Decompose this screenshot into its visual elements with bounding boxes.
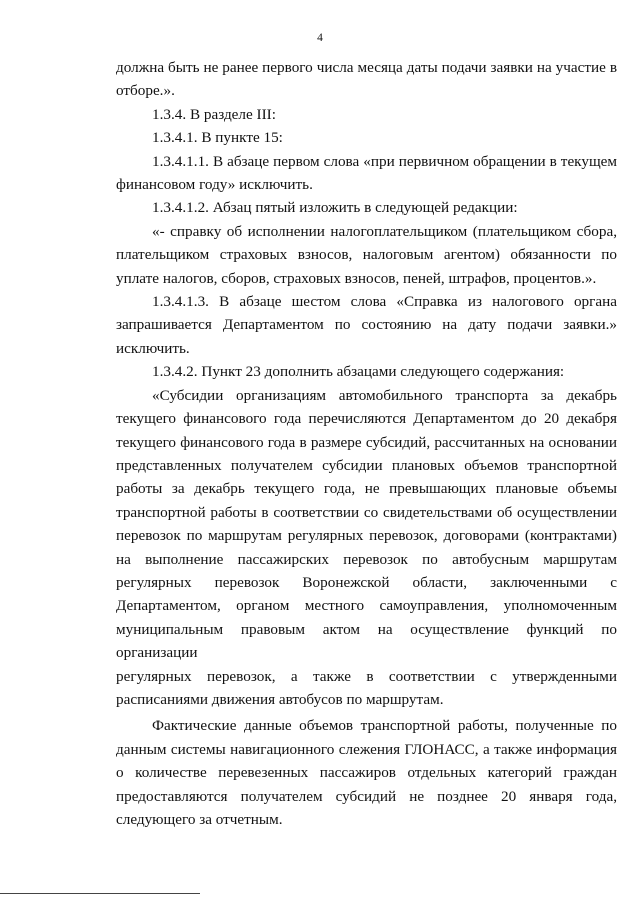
paragraph [116, 196, 617, 219]
paragraph [116, 384, 617, 712]
text-line: перевозок по маршрутам регулярных перевозок, договорами (контрактами) [116, 527, 617, 545]
text-line: данным системы навигационного слежения ГЛОНАСС, а также информация [116, 740, 617, 758]
text-line: транспортной работы в соответствии со свидетельствами об осуществлении [116, 503, 617, 521]
text-line: текущего финансового года перечисляются Департаментом до 20 декабря [116, 410, 617, 428]
text-line: текущего финансового года в размере субсидий, рассчитанных на основании [116, 433, 617, 451]
text-line: должна быть не ранее первого числа месяца даты подачи заявки на участие в [116, 59, 617, 76]
text-line: плательщиком страховых взносов, налоговым агентом) обязанности по [116, 246, 617, 264]
text-line: представленных получателем субсидии плановых объемов транспортной [116, 456, 617, 474]
text-line: о количестве перевезенных пассажиров отдельных категорий граждан [116, 764, 617, 782]
text-line: 1.3.4.1.1. В абзаце первом слова «при первичном обращении в текущем [152, 152, 617, 170]
paragraph [116, 290, 617, 360]
paragraph [116, 126, 617, 149]
text-line: 1.3.4.1.2. Абзац пятый изложить в следующей редакции: [152, 199, 518, 217]
text-line: 1.3.4.1.3. В абзаце шестом слова «Справка из налогового органа [152, 293, 617, 311]
text-line: муниципальным правовым актом на осуществление функций по организации [116, 620, 617, 662]
text-line: следующего за отчетным. [116, 811, 283, 828]
text-line: 1.3.4.1. В пункте 15: [152, 129, 283, 147]
text-line: 1.3.4.2. Пункт 23 дополнить абзацами следующего содержания: [152, 363, 565, 381]
text-line: отборе.». [116, 82, 175, 100]
text-line: «Субсидии организациям автомобильного транспорта за декабрь [152, 386, 617, 404]
text-line: работы за декабрь текущего года, не превышающих плановые объемы [116, 480, 617, 498]
text-line: расписаниями движения автобусов по маршрутам. [116, 690, 444, 708]
text-line: финансовом году» исключить. [116, 176, 313, 194]
text-line: «- справку об исполнении налогоплательщиком (плательщиком сбора, [152, 222, 617, 240]
text-line: регулярных перевозок, а также в соответствии с утвержденными [116, 667, 617, 685]
text-line: предоставляются получателем субсидий не позднее 20 января года, [116, 787, 617, 805]
footer-divider [0, 893, 200, 894]
paragraph [116, 103, 617, 126]
text-line: Департаментом, органом местного самоуправления, уполномоченным [116, 597, 617, 615]
paragraph [116, 714, 617, 831]
page-number: 4 [317, 32, 323, 44]
text-line: Фактические данные объемов транспортной работы, полученные по [152, 717, 617, 735]
text-line: уплате налогов, сборов, страховых взносов, пеней, штрафов, процентов.». [116, 269, 597, 287]
paragraph [116, 56, 617, 103]
paragraph [116, 360, 617, 383]
text-line: исключить. [116, 339, 190, 357]
paragraph [116, 150, 617, 197]
text-line: запрашивается Департаментом по состоянию на дату подачи заявки.» [116, 316, 617, 334]
document-body [116, 56, 617, 831]
paragraph [116, 220, 617, 290]
text-line: на выполнение пассажирских перевозок по автобусным маршрутам [116, 550, 617, 568]
text-line: регулярных перевозок Воронежской области, заключенными с [116, 573, 617, 591]
text-line: 1.3.4. В разделе III: [152, 105, 276, 123]
